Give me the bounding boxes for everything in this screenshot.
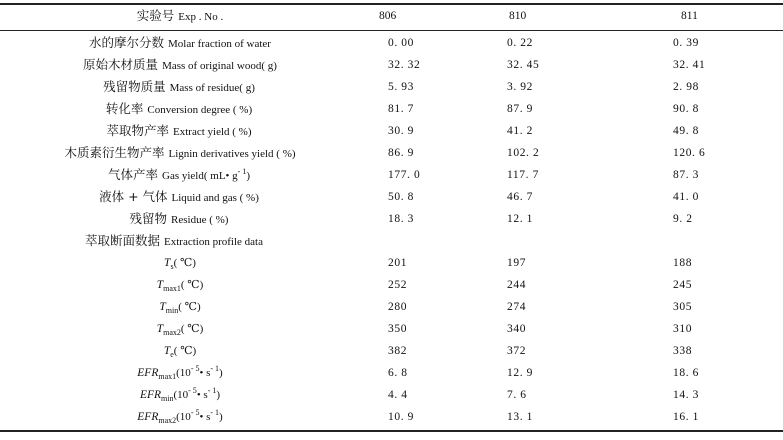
cell-810: 12. 1 xyxy=(507,213,533,225)
symbol-sub: min xyxy=(165,306,179,315)
row-label xyxy=(125,274,235,296)
row-label-zh: 水的摩尔分数 xyxy=(89,35,165,50)
unit: (10 xyxy=(176,411,191,423)
cell-811: 16. 1 xyxy=(673,411,699,423)
cell-811: 90. 8 xyxy=(673,103,699,115)
row-label xyxy=(64,208,294,231)
row-label-zh: 萃取断面数据 xyxy=(85,233,161,248)
row-label xyxy=(125,296,235,318)
cell-806: 6. 8 xyxy=(388,367,408,379)
symbol: EFR xyxy=(139,389,162,401)
symbol: T xyxy=(156,279,164,291)
table-row xyxy=(0,120,783,142)
cell-811: 49. 8 xyxy=(673,125,699,137)
unit-3: ) xyxy=(219,411,223,423)
cell-810: 340 xyxy=(507,323,527,335)
row-label xyxy=(100,384,260,406)
cell-811: 338 xyxy=(673,345,693,357)
unit: (10 xyxy=(176,367,191,379)
cell-811: 14. 3 xyxy=(673,389,699,401)
row-label-en-tail: ) xyxy=(246,170,250,182)
row-label-zh: 气体产率 xyxy=(107,167,158,182)
row-label-en: Gas yield( mL• g xyxy=(162,170,238,182)
unit: (10 xyxy=(173,389,189,401)
header-col-2: 810 xyxy=(509,10,527,22)
row-label xyxy=(125,252,235,274)
table-row xyxy=(0,32,783,54)
symbol-sub: max2 xyxy=(158,416,177,425)
row-label-zh: 木质素衍生物产率 xyxy=(64,145,165,160)
cell-806: 5. 93 xyxy=(388,81,414,93)
symbol-sub: min xyxy=(161,394,174,403)
table-row xyxy=(0,186,783,208)
header-col-3: 811 xyxy=(681,10,698,22)
unit-sup-2: - 1 xyxy=(210,408,220,417)
cell-811: 120. 6 xyxy=(673,147,706,159)
cell-806: 86. 9 xyxy=(388,147,414,159)
cell-811: 9. 2 xyxy=(673,213,693,225)
cell-810: 0. 22 xyxy=(507,37,533,49)
header-label-zh: 实验号 xyxy=(136,8,175,23)
row-label xyxy=(100,362,260,384)
row-label xyxy=(60,32,300,55)
unit: ( ℃) xyxy=(180,279,204,291)
cell-811: 305 xyxy=(673,301,693,313)
row-label-en: Mass of original wood( g) xyxy=(162,60,277,72)
cell-806: 10. 9 xyxy=(388,411,414,423)
row-label-zh: 残留物 xyxy=(129,211,168,226)
cell-811: 0. 39 xyxy=(673,37,699,49)
row-label xyxy=(54,164,304,187)
table-row xyxy=(0,340,783,362)
cell-810: 117. 7 xyxy=(507,169,539,181)
row-label-en: Conversion degree ( %) xyxy=(147,104,253,116)
cell-810: 41. 2 xyxy=(507,125,533,137)
cell-806: 30. 9 xyxy=(388,125,414,137)
table-row xyxy=(0,296,783,318)
symbol: T xyxy=(164,257,171,269)
cell-810: 274 xyxy=(507,301,527,313)
table-header-row xyxy=(0,5,783,27)
row-label-en: Liquid and gas ( %) xyxy=(171,192,259,204)
cell-810: 46. 7 xyxy=(507,191,533,203)
row-label xyxy=(64,186,294,209)
row-label-en: Extract yield ( %) xyxy=(173,126,252,138)
row-label-en: Mass of residue( g) xyxy=(169,82,255,94)
table-row xyxy=(0,76,783,98)
table-row xyxy=(0,98,783,120)
unit-2: • s xyxy=(199,367,211,379)
unit-2: • s xyxy=(196,389,208,401)
cell-810: 372 xyxy=(507,345,527,357)
table-row xyxy=(0,54,783,76)
cell-810: 3. 92 xyxy=(507,81,533,93)
cell-810: 102. 2 xyxy=(507,147,540,159)
unit: ( ℃) xyxy=(180,323,204,335)
row-label-zh: 萃取物产率 xyxy=(106,123,169,138)
table-row xyxy=(0,318,783,340)
table-row xyxy=(0,208,783,230)
row-label-zh: 残留物质量 xyxy=(103,79,166,94)
table-row xyxy=(0,142,783,164)
row-label-en: Lignin derivatives yield ( %) xyxy=(168,148,296,160)
symbol-sub: e xyxy=(170,350,174,359)
row-label xyxy=(125,318,235,340)
row-label-en: Residue ( %) xyxy=(171,214,229,226)
cell-811: 245 xyxy=(673,279,693,291)
cell-806: 81. 7 xyxy=(388,103,414,115)
table-row xyxy=(0,274,783,296)
unit: ( ℃) xyxy=(173,257,196,269)
cell-810: 7. 6 xyxy=(507,389,527,401)
header-col-1: 806 xyxy=(379,10,397,22)
cell-806: 201 xyxy=(388,257,408,269)
table-row xyxy=(0,384,783,406)
header-rule xyxy=(0,30,783,31)
table-row xyxy=(0,230,783,252)
row-label-zh: 转化率 xyxy=(105,101,144,116)
unit-sup-1: - 5 xyxy=(188,386,197,395)
symbol-sub: max2 xyxy=(163,328,181,337)
cell-811: 32. 41 xyxy=(673,59,706,71)
symbol-sub: max1 xyxy=(163,284,181,293)
cell-810: 13. 1 xyxy=(507,411,533,423)
symbol: EFR xyxy=(137,411,159,423)
cell-811: 41. 0 xyxy=(673,191,699,203)
cell-811: 310 xyxy=(673,323,693,335)
cell-811: 2. 98 xyxy=(673,81,699,93)
bottom-rule xyxy=(0,430,783,432)
unit-3: ) xyxy=(219,367,223,379)
row-label xyxy=(64,98,294,121)
symbol: T xyxy=(156,323,164,335)
cell-806: 177. 0 xyxy=(388,169,421,181)
cell-806: 252 xyxy=(388,279,408,291)
cell-806: 50. 8 xyxy=(388,191,414,203)
cell-806: 280 xyxy=(388,301,408,313)
row-label-zh: 原始木材质量 xyxy=(83,57,159,72)
unit: ( ℃) xyxy=(178,301,201,313)
row-label-en: Extraction profile data xyxy=(164,236,263,248)
cell-806: 382 xyxy=(388,345,408,357)
symbol: EFR xyxy=(137,367,159,379)
cell-806: 32. 32 xyxy=(388,59,421,71)
cell-810: 32. 45 xyxy=(507,59,540,71)
cell-806: 4. 4 xyxy=(388,389,408,401)
row-label xyxy=(100,406,260,428)
symbol-sub: s xyxy=(170,262,174,271)
cell-810: 12. 9 xyxy=(507,367,533,379)
header-label-en: Exp . No . xyxy=(178,11,224,23)
row-label xyxy=(0,142,360,165)
row-label xyxy=(44,230,304,253)
unit-sup-2: - 1 xyxy=(207,386,217,395)
cell-810: 87. 9 xyxy=(507,103,533,115)
row-label-en: Molar fraction of water xyxy=(168,38,271,50)
cell-811: 87. 3 xyxy=(673,169,699,181)
unit-3: ) xyxy=(216,389,221,401)
row-label xyxy=(56,54,304,77)
symbol: T xyxy=(163,345,171,357)
row-label-en-sup: - 1 xyxy=(237,167,247,176)
row-label xyxy=(125,340,235,362)
symbol-sub: max1 xyxy=(158,372,177,381)
unit-sup-1: - 5 xyxy=(190,364,200,373)
unit-sup-2: - 1 xyxy=(210,364,220,373)
cell-811: 188 xyxy=(673,257,693,269)
unit-2: • s xyxy=(199,411,211,423)
row-label xyxy=(64,76,294,99)
header-label xyxy=(90,5,270,28)
cell-811: 18. 6 xyxy=(673,367,699,379)
row-label-zh: 液体 + 气体 xyxy=(99,189,168,204)
cell-806: 0. 00 xyxy=(388,37,414,49)
table-row xyxy=(0,362,783,384)
cell-806: 18. 3 xyxy=(388,213,414,225)
cell-810: 244 xyxy=(507,279,527,291)
unit: ( ℃) xyxy=(173,345,197,357)
cell-810: 197 xyxy=(507,257,527,269)
table-row xyxy=(0,164,783,186)
cell-806: 350 xyxy=(388,323,408,335)
row-label xyxy=(64,120,294,143)
symbol: T xyxy=(159,301,166,313)
table-row xyxy=(0,406,783,428)
unit-sup-1: - 5 xyxy=(190,408,200,417)
table-row xyxy=(0,252,783,274)
